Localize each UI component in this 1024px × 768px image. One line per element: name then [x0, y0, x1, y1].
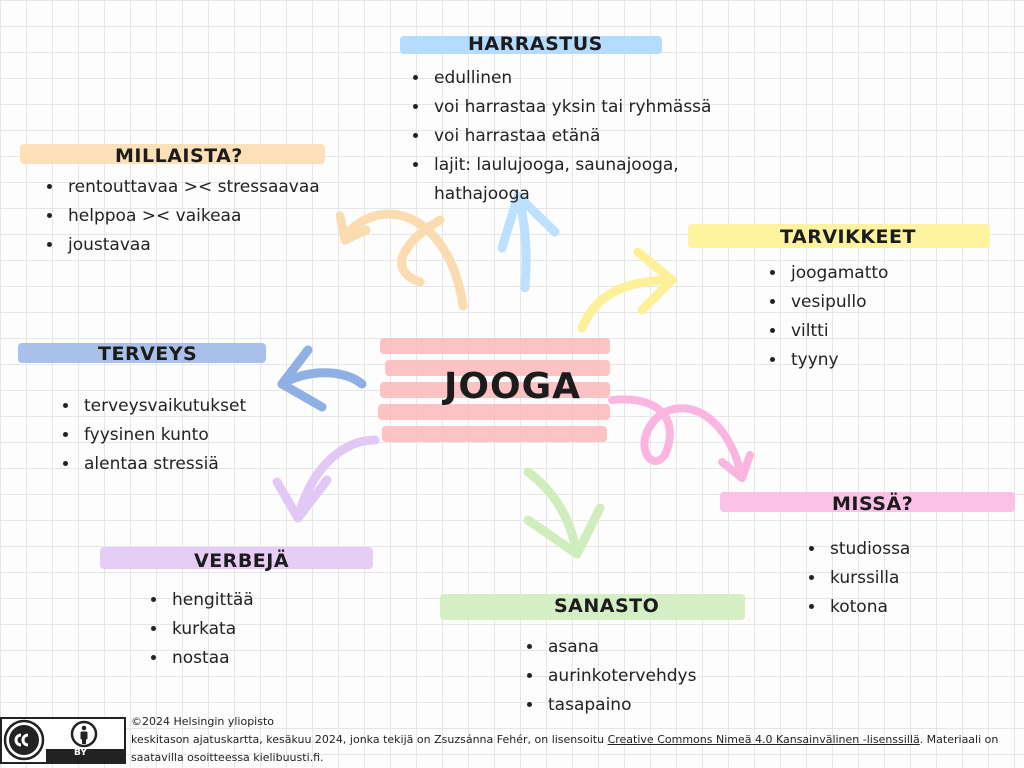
- list-item: • studiossa: [826, 535, 1024, 564]
- list-item: • nostaa: [168, 644, 388, 673]
- license-line: [131, 731, 1011, 767]
- list-item: • edullinen: [430, 64, 770, 93]
- center-highlight: [380, 338, 610, 354]
- title-missa: MISSÄ?: [832, 493, 914, 515]
- footer-credits: [131, 713, 1011, 767]
- list-item: • alentaa stressiä: [80, 450, 340, 479]
- list-harrastus: [408, 64, 770, 209]
- list-item: • kotona: [826, 593, 1024, 622]
- arrow-to-sanasto: [528, 472, 600, 554]
- list-item: • fyysinen kunto: [80, 421, 340, 450]
- list-item: • aurinkotervehdys: [544, 662, 784, 691]
- title-millaista: MILLAISTA?: [115, 145, 243, 167]
- list-item: • tasapaino: [544, 691, 784, 720]
- list-item: • helppoa >< vaikeaa: [64, 202, 404, 231]
- list-item: • terveysvaikutukset: [80, 392, 340, 421]
- list-item: • tyyny: [787, 346, 1007, 375]
- list-item: • joogamatto: [787, 259, 1007, 288]
- list-item: • vesipullo: [787, 288, 1007, 317]
- cc-by-badge: [0, 717, 126, 764]
- center-highlight: [382, 426, 607, 442]
- license-suffix: . Materiaali on saatavilla osoitteessa kielibuusti.fi.: [131, 733, 999, 764]
- list-missa: [804, 535, 1024, 622]
- list-terveys: [58, 392, 340, 479]
- creative-commons-icon: [5, 721, 43, 759]
- arrow-to-missa: [612, 399, 750, 478]
- copyright-line: ©2024 Helsingin yliopisto: [131, 715, 275, 728]
- cc-badge-graphic: [2, 719, 124, 762]
- list-item: • joustavaa: [64, 231, 404, 260]
- list-item: • lajit: laulujooga, saunajooga, hathajooga: [430, 151, 770, 209]
- license-prefix: keskitason ajatuskartta, kesäkuu 2024, jonka tekijä on Zsuzsánna Fehér, on lisensoitu: [131, 733, 608, 746]
- title-verbeja: VERBEJÄ: [194, 550, 290, 572]
- attribution-person-icon: [72, 722, 96, 746]
- list-item: • voi harrastaa etänä: [430, 122, 770, 151]
- list-sanasto: [522, 633, 784, 720]
- title-terveys: TERVEYS: [98, 343, 198, 365]
- arrow-to-tarvikkeet: [582, 252, 672, 328]
- list-millaista: [42, 173, 404, 260]
- arrow-to-harrastus: [502, 196, 555, 288]
- list-item: • voi harrastaa yksin tai ryhmässä: [430, 93, 770, 122]
- list-item: • asana: [544, 633, 784, 662]
- center-title: JOOGA: [444, 366, 582, 407]
- list-verbeja: [146, 586, 388, 673]
- title-tarvikkeet: TARVIKKEET: [780, 226, 916, 248]
- title-harrastus: HARRASTUS: [468, 33, 603, 55]
- list-item: • kurkata: [168, 615, 388, 644]
- list-tarvikkeet: [765, 259, 1007, 375]
- list-item: • viltti: [787, 317, 1007, 346]
- list-item: • kurssilla: [826, 564, 1024, 593]
- list-item: • hengittää: [168, 586, 388, 615]
- license-link[interactable]: Creative Commons Nimeä 4.0 Kansainvälinen -lisenssillä: [607, 733, 920, 746]
- badge-label: BY: [74, 748, 87, 758]
- list-item: • rentouttavaa >< stressaavaa: [64, 173, 404, 202]
- title-sanasto: SANASTO: [554, 595, 660, 617]
